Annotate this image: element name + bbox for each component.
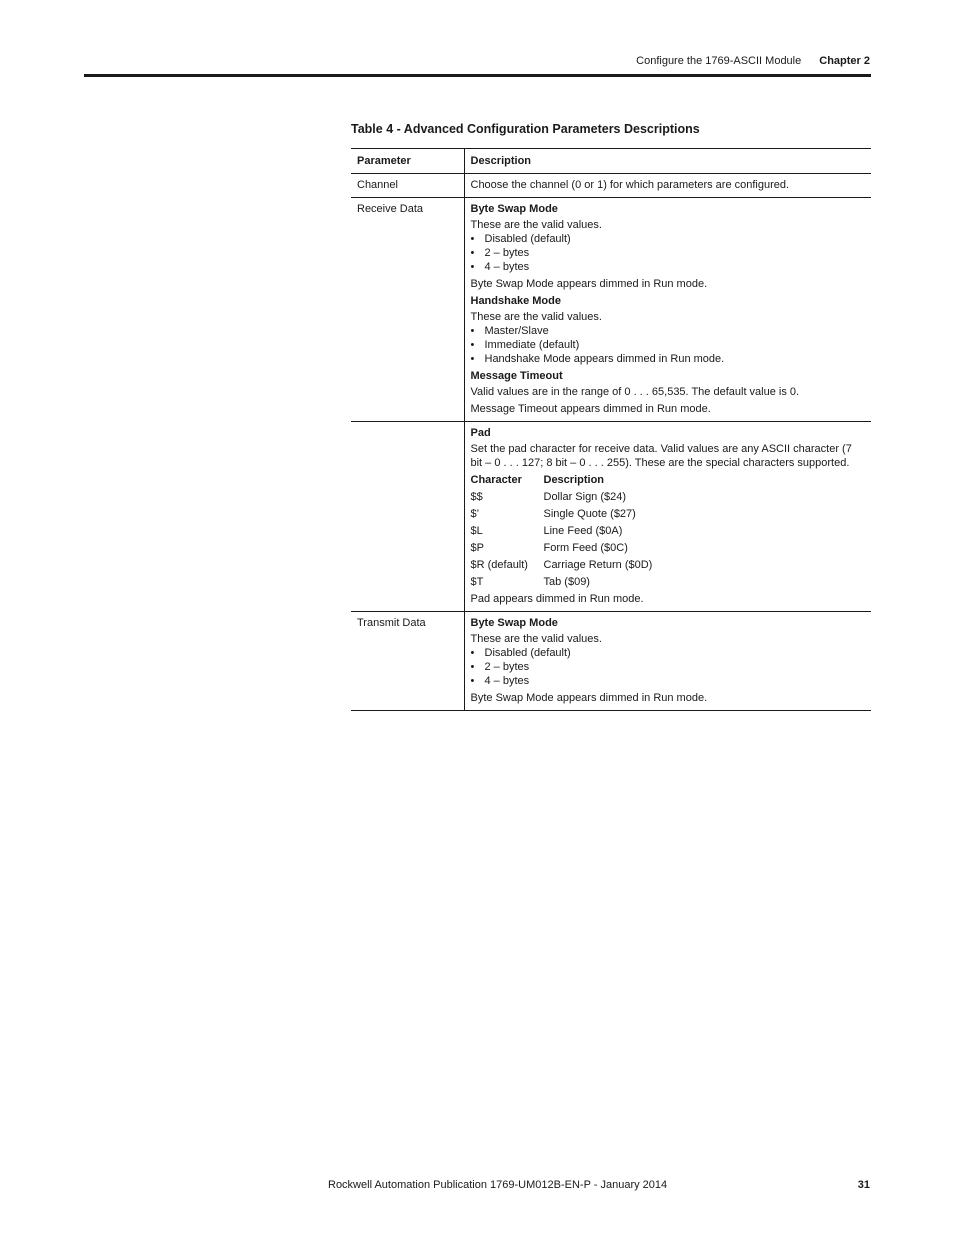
- list-item: • Immediate (default): [471, 338, 866, 352]
- transmit-byte-swap-title: Byte Swap Mode: [470, 617, 558, 629]
- page-number: 31: [857, 1179, 870, 1191]
- table-row-channel: [351, 174, 871, 198]
- receive-timeout-range: Valid values are in the range of 0 . . . 65,535. The default value is 0.: [470, 386, 800, 398]
- pad-char-header: Character: [470, 474, 522, 486]
- pad-char: $$: [470, 491, 483, 503]
- pad-description: Set the pad character for receive data. Valid values are any ASCII character (7 bit – 0 . . . 127; 8 bit – 0 . . . 255). These are the special characters supported.: [470, 443, 852, 469]
- pad-char: $’: [470, 508, 480, 520]
- parameters-table: [351, 148, 871, 711]
- desc-receive-data: [464, 198, 871, 422]
- pad-char: $P: [470, 542, 484, 554]
- footer-publication: Rockwell Automation Publication 1769-UM012B-EN-P - January 2014: [328, 1179, 668, 1191]
- table-row-transmit-data: [351, 612, 871, 711]
- param-pad: [351, 422, 464, 612]
- desc-channel: Choose the channel (0 or 1) for which parameters are configured.: [464, 174, 871, 198]
- pad-desc-header: Description: [543, 474, 605, 486]
- pad-character-table: [471, 473, 866, 589]
- receive-handshake-list: [471, 324, 866, 366]
- list-item: • 4 – bytes: [471, 674, 866, 688]
- pad-char-desc: Tab ($09): [543, 576, 590, 588]
- pad-note: Pad appears dimmed in Run mode.: [470, 593, 644, 605]
- list-item: • Disabled (default): [471, 646, 866, 660]
- pad-char-desc: Line Feed ($0A): [543, 525, 623, 537]
- pad-char: $R (default): [470, 559, 528, 571]
- pad-char-desc: Single Quote ($27): [543, 508, 636, 520]
- receive-byte-swap-note: Byte Swap Mode appears dimmed in Run mode.: [470, 278, 708, 290]
- pad-char: $T: [470, 576, 484, 588]
- receive-timeout-note: Message Timeout appears dimmed in Run mode.: [470, 403, 711, 415]
- desc-transmit-data: [464, 612, 871, 711]
- receive-timeout-title: Message Timeout: [470, 370, 563, 382]
- pad-char-desc: Carriage Return ($0D): [543, 559, 653, 571]
- header-rule: [84, 74, 871, 77]
- transmit-byte-swap-intro: These are the valid values.: [470, 633, 602, 645]
- transmit-byte-swap-note: Byte Swap Mode appears dimmed in Run mode.: [470, 692, 708, 704]
- receive-byte-swap-title: Byte Swap Mode: [470, 203, 558, 215]
- table-header-row: [351, 149, 871, 174]
- running-header: [636, 54, 870, 68]
- table-row-receive-data: [351, 198, 871, 422]
- list-item: • Master/Slave: [471, 324, 866, 338]
- list-item: • Handshake Mode appears dimmed in Run mode.: [471, 352, 866, 366]
- pad-char-desc: Dollar Sign ($24): [543, 491, 627, 503]
- col-header-description: Description: [464, 149, 871, 174]
- header-chapter: Chapter 2: [819, 55, 870, 67]
- receive-byte-swap-intro: These are the valid values.: [470, 219, 602, 231]
- header-section-title: Configure the 1769-ASCII Module: [636, 55, 802, 67]
- list-item: • 2 – bytes: [471, 660, 866, 674]
- receive-handshake-intro: These are the valid values.: [470, 311, 602, 323]
- param-receive-data: Receive Data: [351, 198, 464, 422]
- list-item: • Disabled (default): [471, 232, 866, 246]
- param-channel: Channel: [351, 174, 464, 198]
- receive-byte-swap-list: [471, 232, 866, 274]
- col-header-parameter: Parameter: [351, 149, 464, 174]
- list-item: • 2 – bytes: [471, 246, 866, 260]
- desc-pad: [464, 422, 871, 612]
- table-title: Table 4 - Advanced Configuration Parameters Descriptions: [351, 122, 700, 136]
- pad-char-desc: Form Feed ($0C): [543, 542, 628, 554]
- list-item: • 4 – bytes: [471, 260, 866, 274]
- param-transmit-data: Transmit Data: [351, 612, 464, 711]
- table-row-pad: [351, 422, 871, 612]
- receive-handshake-title: Handshake Mode: [470, 295, 561, 307]
- pad-title: Pad: [470, 427, 491, 439]
- transmit-byte-swap-list: [471, 646, 866, 688]
- pad-char: $L: [470, 525, 483, 537]
